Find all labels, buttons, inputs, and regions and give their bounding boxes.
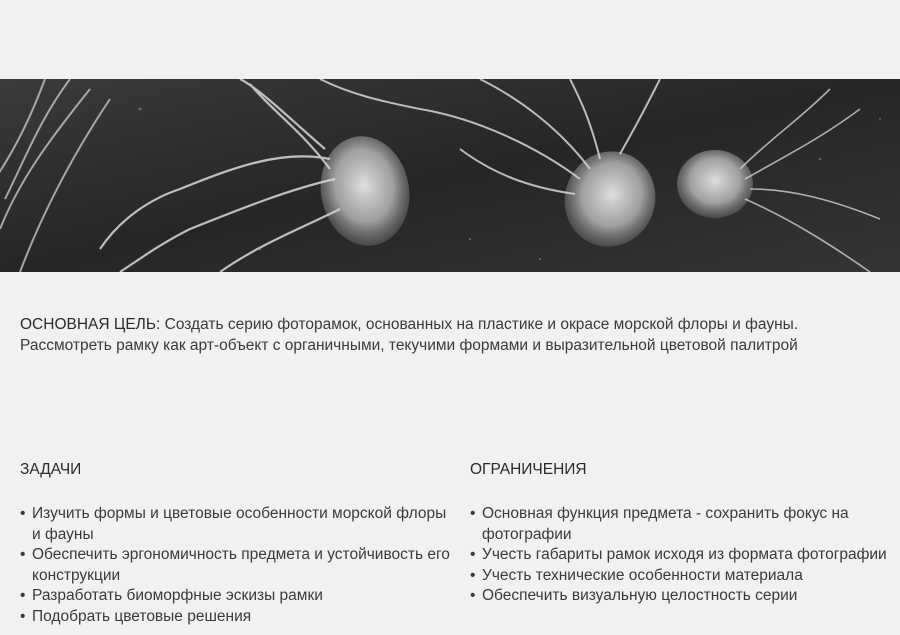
list-item: • Учесть габариты рамок исходя из формата фотографии <box>470 545 900 566</box>
main-goal-text-line2: Рассмотреть рамку как арт-объект с органичными, текучими формами и выразительной цветовой палитрой <box>20 337 798 354</box>
list-item: • Разработать биоморфные эскизы рамки <box>20 586 450 607</box>
constraints-list <box>470 504 900 607</box>
list-item: • Основная функция предмета - сохранить фокус на фотографии <box>470 504 900 545</box>
main-goal-label: ОСНОВНАЯ ЦЕЛЬ: <box>20 316 161 333</box>
list-item: • Обеспечить визуальную целостность серии <box>470 586 900 607</box>
jellyfish-banner-photo <box>0 79 900 272</box>
main-goal-text-line1: Создать серию фоторамок, основанных на пластике и окрасе морской флоры и фауны. <box>160 316 799 333</box>
constraints-heading: ОГРАНИЧЕНИЯ <box>470 461 587 478</box>
tasks-list <box>20 504 450 627</box>
tasks-section <box>20 460 450 627</box>
list-item: • Подобрать цветовые решения <box>20 607 450 628</box>
tasks-heading: ЗАДАЧИ <box>20 461 82 478</box>
constraints-section <box>470 460 900 607</box>
main-goal <box>20 314 880 356</box>
list-item: • Обеспечить эргономичность предмета и устойчивость его конструкции <box>20 545 450 586</box>
list-item: • Изучить формы и цветовые особенности морской флоры и фауны <box>20 504 450 545</box>
list-item: • Учесть технические особенности материала <box>470 566 900 587</box>
